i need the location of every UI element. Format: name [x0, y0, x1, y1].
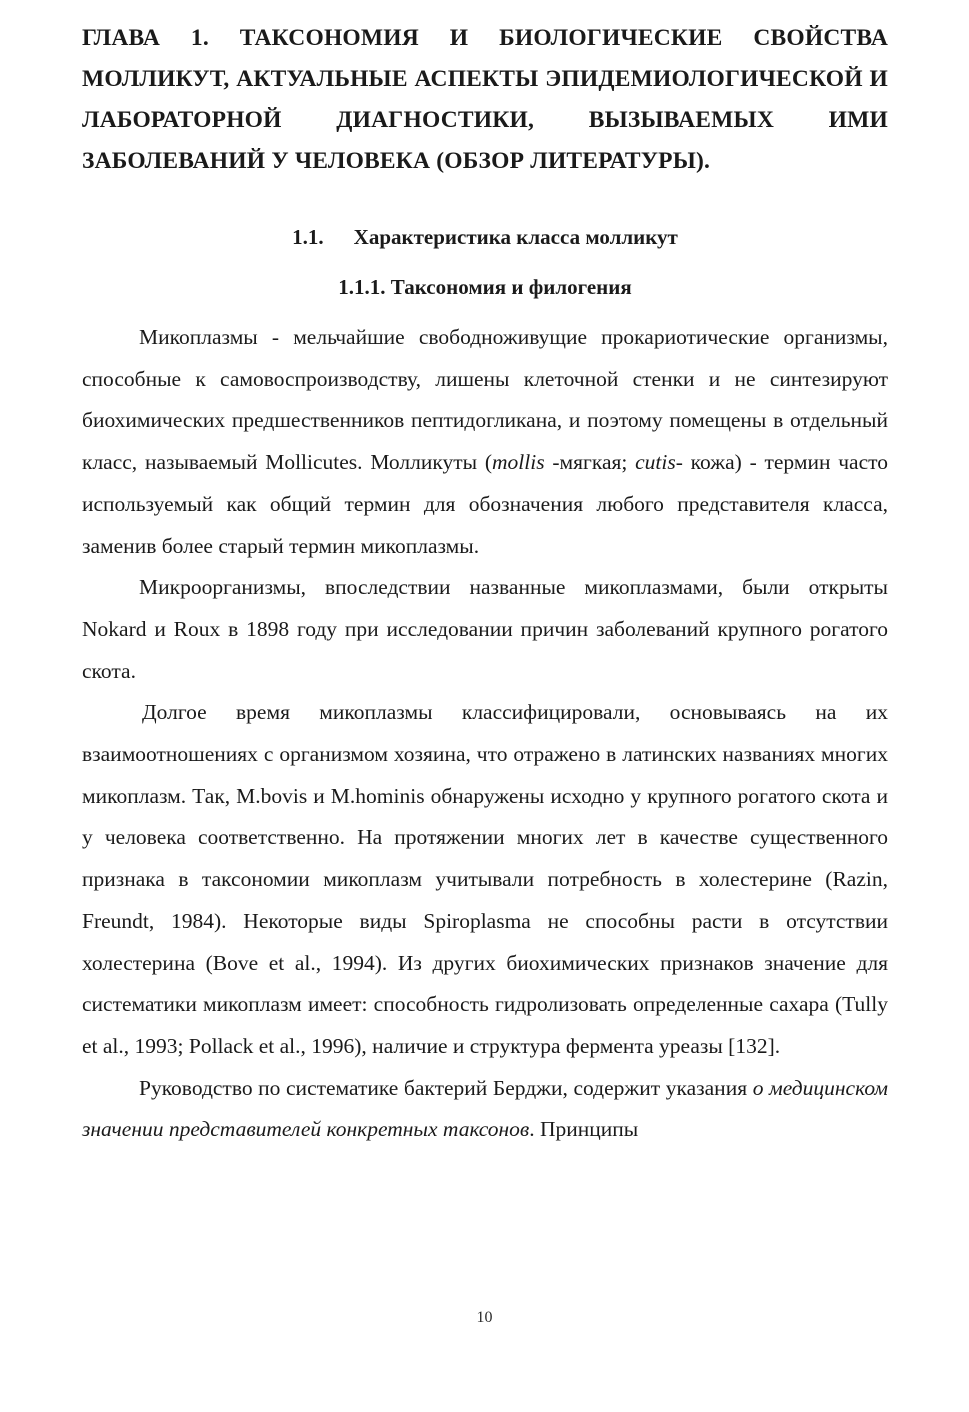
section-title: Характеристика класса молликут — [353, 225, 678, 249]
paragraph-4-part-a: Руководство по систематике бактерий Берджи, содержит указания — [139, 1075, 753, 1100]
subsection-heading-1-1-1: 1.1.1. Таксономия и филогения — [338, 275, 632, 299]
paragraph-4-italic: о медицинском значении представителей конкретных таксонов — [82, 1075, 888, 1142]
paragraph-4-part-b: . Принципы — [529, 1117, 639, 1142]
paragraph-2: Микроорганизмы, впоследствии названные микоплазмами, были открыты Nokard и Roux в 1898 году при исследовании причин заболеваний крупного рогатого скота. — [82, 575, 888, 683]
page-number: 10 — [476, 1309, 493, 1326]
paragraph-4 — [82, 1068, 888, 1151]
term-mollis: mollis — [492, 450, 545, 475]
body-text — [82, 317, 888, 1151]
section-number: 1.1. — [292, 225, 324, 249]
term-cutis: cutis- — [635, 450, 683, 475]
paragraph-1 — [82, 317, 888, 567]
paragraph-1-part-b: -мягкая; — [544, 450, 636, 475]
chapter-title: ГЛАВА 1. ТАКСОНОМИЯ И БИОЛОГИЧЕСКИЕ СВОЙСТВА МОЛЛИКУТ, АКТУАЛЬНЫЕ АСПЕКТЫ ЭПИДЕМИОЛОГИЧЕСКОЙ И ЛАБОРАТОРНОЙ ДИАГНОСТИКИ, ВЫЗЫВАЕМЫХ ИМИ ЗАБОЛЕВАНИЙ У ЧЕЛОВЕКА (ОБЗОР ЛИТЕРАТУРЫ). — [82, 25, 888, 174]
paragraph-1-part-c: кожа) - термин часто используемый как общий термин для обозначения любого представителя класса, заменив более старый термин микоплазмы. — [82, 450, 889, 558]
section-heading-1-1 — [82, 223, 888, 251]
paragraph-1-part-a: Микоплазмы - мельчайшие свободноживущие прокариотические организмы, способные к самовоспроизводству, лишены клеточной стенки и не синтезируют биохимических предшественников пептидогликана, и поэтому помещены в отдельный класс, называемый Mollicutes. Молликуты ( — [82, 325, 888, 475]
paragraph-3: Долгое время микоплазмы классифицировали, основываясь на их взаимоотношениях с организмом хозяина, что отражено в латинских названиях многих микоплазм. Так, M.bovis и M.hominis обнаружены исходно у крупного рогатого скота и у человека соответственно. На протяжении многих лет в качестве существенного признака в таксономии микоплазм учитывали потребность в холестерине (Razin, Freundt, 1984). Некоторые виды Spiroplasma не способны расти в отсутствии холестерина (Bove et al., 1994). Из других биохимических признаков значение для систематики микоплазм имеет: способность гидролизовать определенные сахара (Tully et al., 1993; Pollack et al., 1996), наличие и структура фермента уреазы [132]. — [82, 700, 888, 1058]
page-content — [82, 18, 888, 1151]
